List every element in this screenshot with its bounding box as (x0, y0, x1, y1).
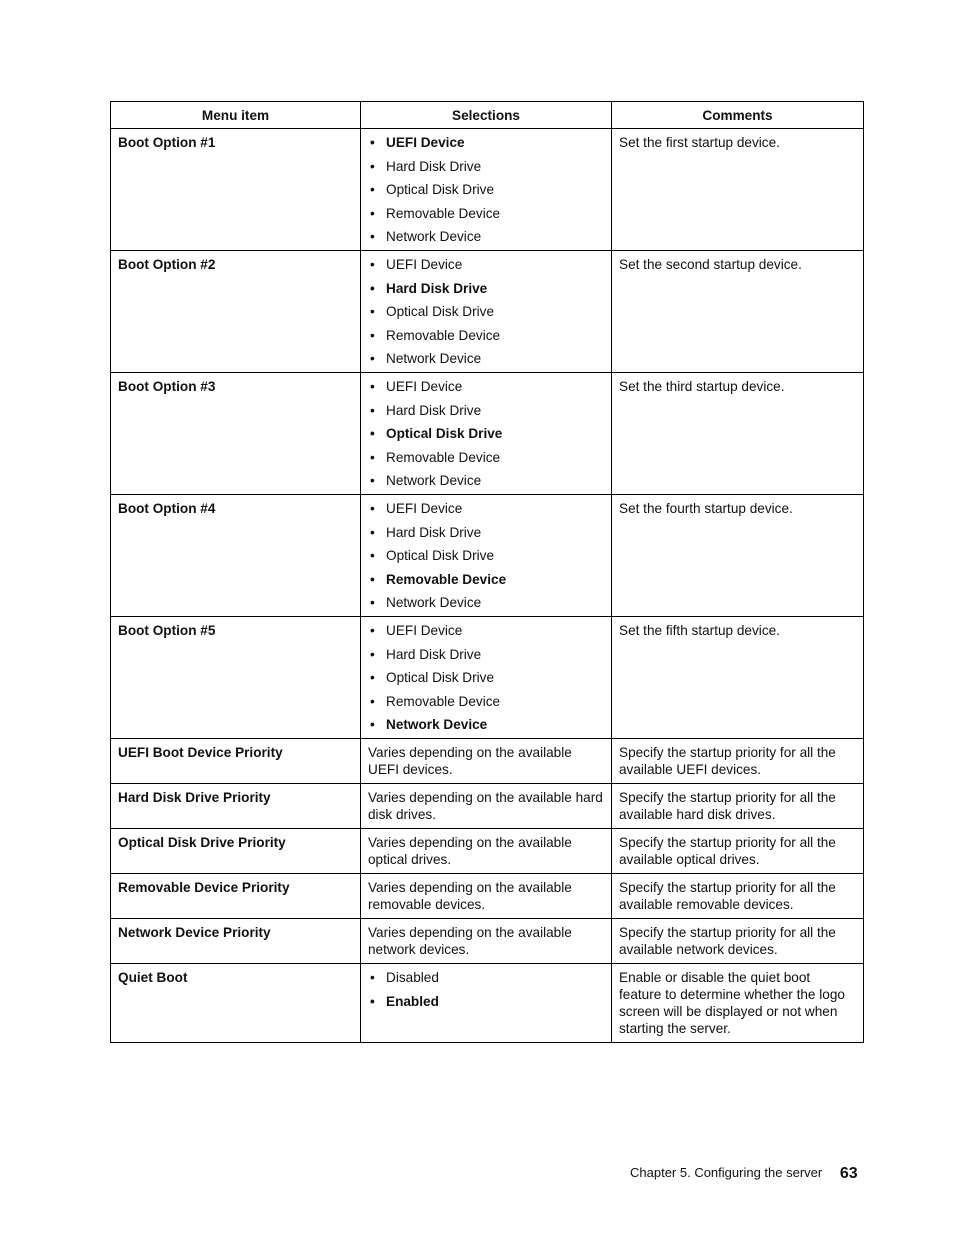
selection-option: • Optical Disk Drive (368, 181, 604, 198)
menu-item-cell: Optical Disk Drive Priority (111, 829, 361, 874)
selection-option-default: • Hard Disk Drive (368, 280, 604, 297)
comment-cell: Specify the startup priority for all the available hard disk drives. (612, 784, 864, 829)
selection-list (368, 134, 604, 245)
selection-option-default: • Removable Device (368, 571, 604, 588)
selection-option: • Network Device (368, 472, 604, 489)
selection-option-default: • Network Device (368, 716, 604, 733)
table-row (111, 373, 864, 495)
menu-item-cell: Network Device Priority (111, 919, 361, 964)
selections-cell (361, 964, 612, 1043)
selections-cell: Varies depending on the available removable devices. (361, 874, 612, 919)
selection-option: • Optical Disk Drive (368, 303, 604, 320)
selection-option: • Removable Device (368, 205, 604, 222)
menu-item-cell: Boot Option #3 (111, 373, 361, 495)
comment-cell: Set the fourth startup device. (612, 495, 864, 617)
selection-option: • Hard Disk Drive (368, 402, 604, 419)
selections-cell: Varies depending on the available UEFI devices. (361, 739, 612, 784)
selections-cell (361, 495, 612, 617)
selections-cell: Varies depending on the available optical drives. (361, 829, 612, 874)
selection-option-default: • UEFI Device (368, 134, 604, 151)
table-row (111, 784, 864, 829)
comment-cell: Set the fifth startup device. (612, 617, 864, 739)
comment-cell: Specify the startup priority for all the available optical drives. (612, 829, 864, 874)
chapter-title: Chapter 5. Configuring the server (630, 1165, 823, 1180)
selection-option: • Hard Disk Drive (368, 158, 604, 175)
selection-option: • Hard Disk Drive (368, 524, 604, 541)
table-row (111, 964, 864, 1043)
table-row (111, 495, 864, 617)
table-body (111, 129, 864, 1043)
column-header-menu-item: Menu item (111, 102, 361, 129)
column-header-selections: Selections (361, 102, 612, 129)
selection-option: • UEFI Device (368, 500, 604, 517)
selection-list (368, 969, 604, 1010)
selection-list (368, 256, 604, 367)
selection-option: • Removable Device (368, 327, 604, 344)
selection-option: • Network Device (368, 228, 604, 245)
selection-list (368, 622, 604, 733)
selections-cell (361, 617, 612, 739)
selection-option: • Hard Disk Drive (368, 646, 604, 663)
comment-cell: Set the third startup device. (612, 373, 864, 495)
comment-cell: Set the second startup device. (612, 251, 864, 373)
column-header-comments: Comments (612, 102, 864, 129)
selection-option: • UEFI Device (368, 256, 604, 273)
table-row (111, 919, 864, 964)
table-row (111, 874, 864, 919)
selections-cell (361, 251, 612, 373)
menu-item-cell: Boot Option #4 (111, 495, 361, 617)
comment-cell: Specify the startup priority for all the available removable devices. (612, 874, 864, 919)
selection-option-default: • Enabled (368, 993, 604, 1010)
menu-item-cell: Boot Option #1 (111, 129, 361, 251)
selection-option: • Network Device (368, 350, 604, 367)
selections-cell (361, 129, 612, 251)
page-number: 63 (839, 1165, 858, 1182)
settings-table (110, 101, 864, 1043)
selection-list (368, 500, 604, 611)
selection-option: • Optical Disk Drive (368, 547, 604, 564)
table-header-row (111, 102, 864, 129)
comment-cell: Set the first startup device. (612, 129, 864, 251)
selection-option: • Disabled (368, 969, 604, 986)
menu-item-cell: Quiet Boot (111, 964, 361, 1043)
comment-cell: Specify the startup priority for all the available UEFI devices. (612, 739, 864, 784)
selection-list (368, 378, 604, 489)
selections-cell: Varies depending on the available hard disk drives. (361, 784, 612, 829)
selection-option: • Network Device (368, 594, 604, 611)
selection-option-default: • Optical Disk Drive (368, 425, 604, 442)
menu-item-cell: Boot Option #5 (111, 617, 361, 739)
selection-option: • UEFI Device (368, 378, 604, 395)
selection-option: • Removable Device (368, 449, 604, 466)
selection-option: • UEFI Device (368, 622, 604, 639)
comment-cell: Specify the startup priority for all the available network devices. (612, 919, 864, 964)
table-row (111, 129, 864, 251)
table-row (111, 739, 864, 784)
menu-item-cell: Hard Disk Drive Priority (111, 784, 361, 829)
selections-cell: Varies depending on the available network devices. (361, 919, 612, 964)
menu-item-cell: UEFI Boot Device Priority (111, 739, 361, 784)
menu-item-cell: Boot Option #2 (111, 251, 361, 373)
selections-cell (361, 373, 612, 495)
selection-option: • Removable Device (368, 693, 604, 710)
menu-item-cell: Removable Device Priority (111, 874, 361, 919)
comment-cell: Enable or disable the quiet boot feature to determine whether the logo screen will be displayed or not when starting the server. (612, 964, 864, 1043)
selection-option: • Optical Disk Drive (368, 669, 604, 686)
table-row (111, 829, 864, 874)
table-row (111, 617, 864, 739)
page-footer (630, 1164, 858, 1182)
table-row (111, 251, 864, 373)
